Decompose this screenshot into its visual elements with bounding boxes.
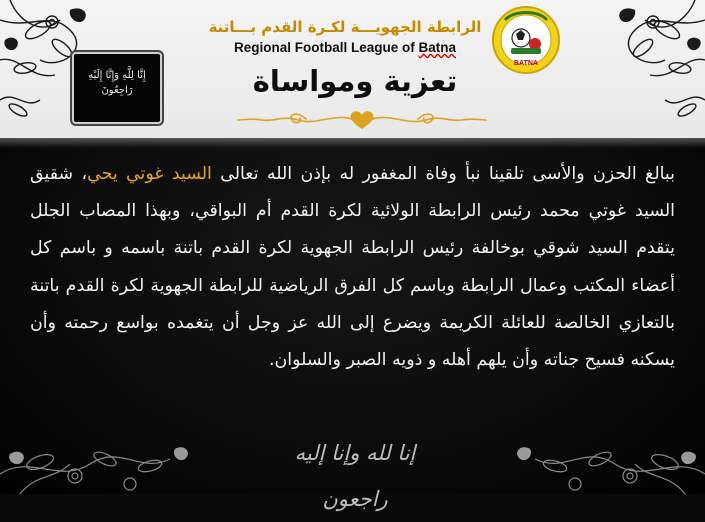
condolence-message <box>30 156 675 379</box>
logo-caption: BATNA <box>514 60 538 67</box>
footer-calligraphy-text: إنا لله وإنا إليه راجعون <box>294 441 416 511</box>
floral-top-right-icon <box>555 0 705 150</box>
message-part-2: ، شقيق السيد غوتي محمد رئيس الرابطة الولائية لكرة القدم أم البواقي، وبهذا المصاب الجلل يتقدم السيد شوقي بوخالفة رئيس الرابطة الجهوية لكرة القدم باتنة باسمه و باسم كل أعضاء المكتب وعمال الرابطة وباسم كل الفرق الرياضية للرابطة الجهوية لكرة القدم باتنة بالتعازي الخالصة للعائلة الكريمة ويضرع إلى الله عز وجل أن يتغمده بواسع رحمته وأن يسكنه فسيح جناته وأن يلهم أهله و ذويه الصبر والسلوان. <box>30 164 675 371</box>
league-name-english <box>200 40 490 55</box>
footer-calligraphy <box>262 430 448 511</box>
floral-bottom-right-icon <box>505 404 705 494</box>
memorial-frame <box>72 52 162 124</box>
memorial-line-1: إِنَّا لِلَّهِ وَإِنَّا إِلَيْهِ <box>88 70 146 81</box>
league-logo-icon <box>491 4 561 78</box>
gold-ornament-divider-icon <box>236 108 488 136</box>
memorial-calligraphy <box>74 68 160 98</box>
message-part-1: ببالغ الحزن والأسى تلقينا نبأ وفاة المغفور له بإذن الله تعالى <box>211 164 675 184</box>
floral-bottom-left-icon <box>0 404 200 494</box>
league-name-arabic: الرابطة الجهويـــة لكـرة القدم بـــاتنة <box>208 18 482 36</box>
league-name-english-city: Batna <box>418 40 457 55</box>
page-title: تعزية ومواساة <box>252 64 458 98</box>
memorial-line-2: رَاجِعُونَ <box>101 85 133 96</box>
league-name-english-prefix: Regional Football League of <box>233 40 419 55</box>
deceased-name: السيد غوتي يحي <box>87 164 212 184</box>
